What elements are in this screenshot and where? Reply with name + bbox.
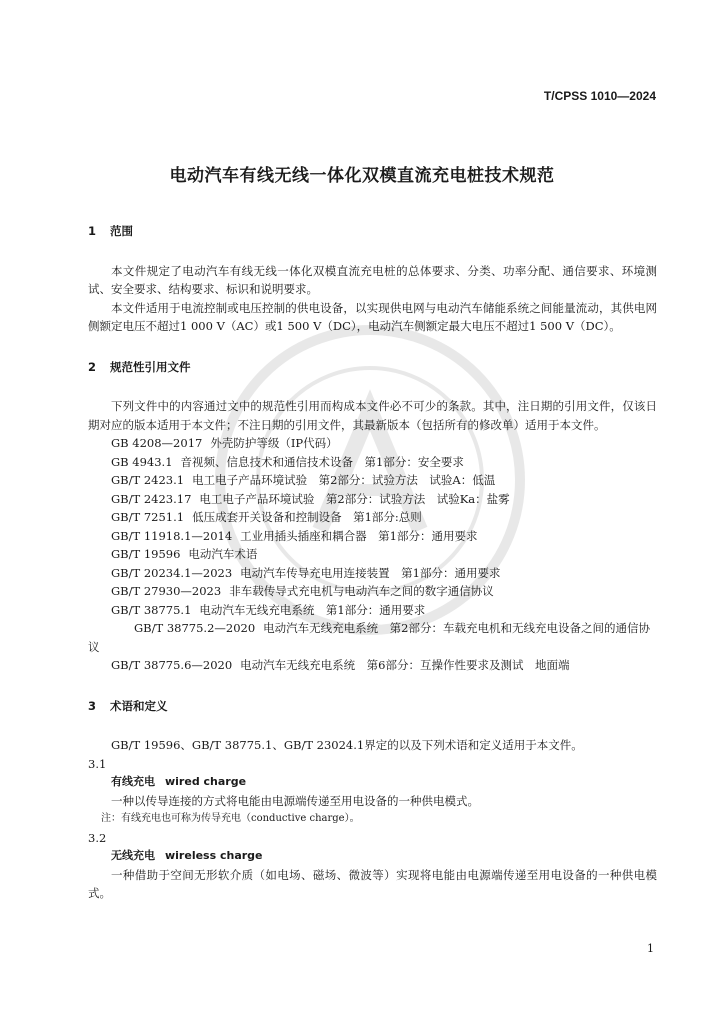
- scope-paragraph: 本文件规定了电动汽车有线无线一体化双模直流充电桩的总体要求、分类、功率分配、通信要求、环境测试、安全要求、结构要求、标识和说明要求。: [88, 263, 657, 296]
- reference-code: GB/T 27930—2023: [111, 584, 222, 598]
- reference-title: 工业用插头插座和耦合器 第1部分：通用要求: [240, 528, 478, 543]
- normative-refs-intro: 下列文件中的内容通过文中的规范性引用而构成本文件必不可少的条款。其中，注日期的引用文件，仅该日期对应的版本适用于本文件；不注日期的引用文件，其最新版本（包括所有的修改单）适用于本文件。: [88, 399, 657, 432]
- reference-title: 电动汽车无线充电系统 第1部分：通用要求: [199, 602, 426, 617]
- term-note: 注：有线充电也可称为传导充电（conductive charge）。: [101, 813, 360, 824]
- reference-item: [88, 490, 657, 509]
- scope-paragraph: 本文件适用于电流控制或电压控制的供电设备，以实现供电网与电动汽车储能系统之间能量流动，其供电网侧额定电压不超过1 000 V（AC）或1 500 V（DC），电动汽车侧额定最大电压不超过1 500 V（DC）。: [88, 300, 657, 333]
- section-number: 2: [88, 359, 97, 374]
- document-title: 电动汽车有线无线一体化双模直流充电桩技术规范: [169, 166, 555, 186]
- reference-item: [88, 656, 657, 675]
- reference-code: GB/T 7251.1: [111, 510, 185, 524]
- reference-item: [88, 471, 657, 490]
- reference-title: 电动汽车无线充电系统 第6部分：互操作性要求及测试 地面端: [240, 658, 570, 672]
- reference-code: GB/T 20234.1—2023: [111, 565, 233, 580]
- section-number: 3: [88, 698, 97, 713]
- reference-item: [88, 545, 657, 564]
- term-definition: 一种借助于空间无形软介质（如电场、磁场、微波等）实现将电能由电源端传递至用电设备的一种供电模式。: [88, 867, 657, 900]
- term-number: 3.1: [88, 756, 107, 771]
- reference-title: 电工电子产品环境试验 第2部分：试验方法 试验A：低温: [192, 473, 496, 487]
- reference-title: 低压成套开关设备和控制设备 第1部分:总则: [192, 510, 422, 524]
- reference-code: GB 4943.1: [111, 454, 173, 469]
- reference-item: [88, 564, 657, 583]
- reference-item: [88, 619, 657, 656]
- reference-title: 非车载传导式充电机与电动汽车之间的数字通信协议: [229, 584, 494, 598]
- reference-item: [88, 601, 657, 620]
- section-title: 范围: [110, 224, 133, 238]
- reference-code: GB/T 2423.1: [111, 473, 185, 487]
- term-definition: 一种以传导连接的方式将电能由电源端传递至用电设备的一种供电模式。: [111, 793, 479, 808]
- term-cn: 无线充电: [111, 849, 155, 862]
- reference-title: 电动汽车无线充电系统 第2部分：车载充电机和无线充电设备之间的通信协议: [88, 621, 650, 654]
- term-number: 3.2: [88, 830, 107, 845]
- reference-title: 电工电子产品环境试验 第2部分：试验方法 试验Ka：盐雾: [199, 491, 510, 506]
- section-heading-scope: [88, 222, 657, 241]
- reference-item: [88, 582, 657, 601]
- term-heading: [88, 773, 657, 792]
- reference-code: GB/T 38775.2—2020: [134, 621, 256, 635]
- term-en: wired charge: [165, 775, 247, 788]
- section-title: 术语和定义: [110, 698, 168, 713]
- terms-intro: GB/T 19596、GB/T 38775.1、GB/T 23024.1界定的以及下列术语和定义适用于本文件。: [111, 738, 583, 752]
- reference-list: [88, 434, 657, 675]
- reference-code: GB/T 2423.17: [111, 491, 192, 506]
- reference-title: 电动汽车传导充电用连接装置 第1部分：通用要求: [240, 565, 501, 580]
- reference-item: [88, 508, 657, 527]
- reference-code: GB 4208—2017: [111, 436, 203, 450]
- reference-item: [88, 527, 657, 546]
- reference-code: GB/T 38775.1: [111, 602, 192, 617]
- term-en: wireless charge: [165, 849, 263, 862]
- reference-title: 外壳防护等级（IP代码）: [210, 436, 338, 450]
- reference-code: GB/T 11918.1—2014: [111, 528, 233, 543]
- reference-code: GB/T 38775.6—2020: [111, 658, 233, 672]
- standard-number: T/CPSS 1010—2024: [543, 89, 656, 103]
- document-body: [88, 222, 657, 903]
- reference-title: 音视频、信息技术和通信技术设备 第1部分：安全要求: [180, 454, 464, 469]
- term-heading: [88, 847, 657, 866]
- reference-code: GB/T 19596: [111, 547, 181, 561]
- section-title: 规范性引用文件: [110, 359, 191, 374]
- reference-item: [88, 453, 657, 472]
- page-number: 1: [647, 942, 654, 955]
- section-heading-normative-references: [88, 358, 657, 377]
- term-cn: 有线充电: [111, 775, 155, 788]
- section-number: 1: [88, 224, 97, 238]
- reference-title: 电动汽车术语: [188, 547, 258, 561]
- reference-item: [88, 434, 657, 453]
- section-heading-terms: [88, 697, 657, 716]
